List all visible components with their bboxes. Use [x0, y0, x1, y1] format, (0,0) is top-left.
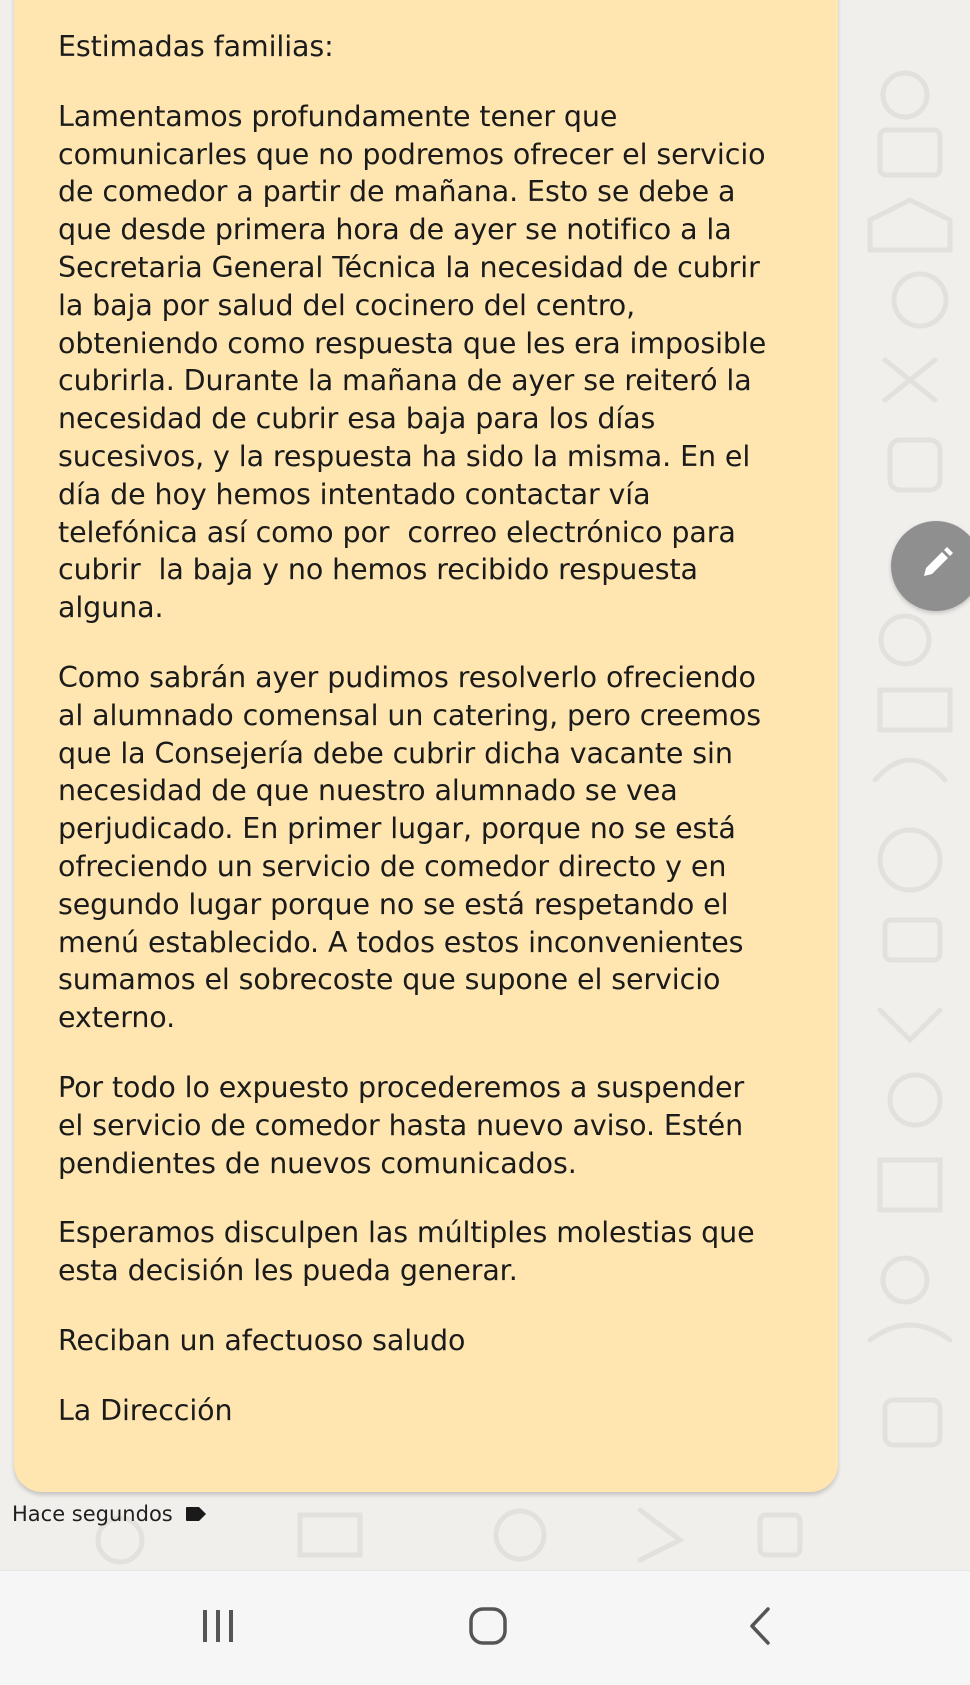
message-meta — [12, 1500, 207, 1528]
paragraph-notice: Lamentamos profundamente tener que comunicarles que no podremos ofrecer el servicio de comedor a partir de mañana. Esto se debe a que desde primera hora de ayer se notifico a la Secretaria General Técnica la necesidad de cubrir la baja por salud del cocinero del centro, obteniendo como respuesta que les era imposible cubrirla. Durante la mañana de ayer se reiteró la necesidad de cubrir esa baja para los días sucesivos, y la respuesta ha sido la misma. En el día de hoy hemos intentado contactar vía telefónica así como por correo electrónico para cubrir la baja y no hemos recibido respuesta alguna. — [58, 99, 767, 625]
back-button[interactable] — [700, 1571, 820, 1685]
pencil-icon — [916, 544, 956, 589]
message-text — [58, 28, 818, 1430]
paragraph-apology: Esperamos disculpen las múltiples molestias que esta decisión les pueda generar. — [58, 1216, 755, 1288]
label-icon — [185, 1506, 207, 1522]
status-message-bubble — [14, 0, 838, 1492]
home-button[interactable] — [428, 1571, 548, 1685]
system-navigation-bar — [0, 1570, 970, 1685]
timestamp: Hace segundos — [12, 1502, 173, 1526]
paragraph-suspension: Por todo lo expuesto procederemos a suspender el servicio de comedor hasta nuevo aviso. Estén pendientes de nuevos comunicados. — [58, 1070, 745, 1180]
recent-apps-icon — [201, 1608, 235, 1649]
recent-apps-button[interactable] — [158, 1571, 278, 1685]
greeting: Estimadas familias: — [58, 30, 334, 63]
paragraph-catering: Como sabrán ayer pudimos resolverlo ofreciendo al alumnado comensal un catering, pero creemos que la Consejería debe cubrir dicha vacante sin necesidad de que nuestro alumnado se vea perjudicado. En primer lugar, porque no se está ofreciendo un servicio de comedor directo y en segundo lugar porque no se está respetando el menú establecido. A todos estos inconvenientes sumamos el sobrecoste que supone el servicio externo. — [58, 660, 761, 1035]
back-icon — [746, 1606, 774, 1651]
signature: La Dirección — [58, 1393, 233, 1427]
closing-salutation: Reciban un afectuoso saludo — [58, 1323, 466, 1357]
home-icon — [468, 1606, 508, 1651]
